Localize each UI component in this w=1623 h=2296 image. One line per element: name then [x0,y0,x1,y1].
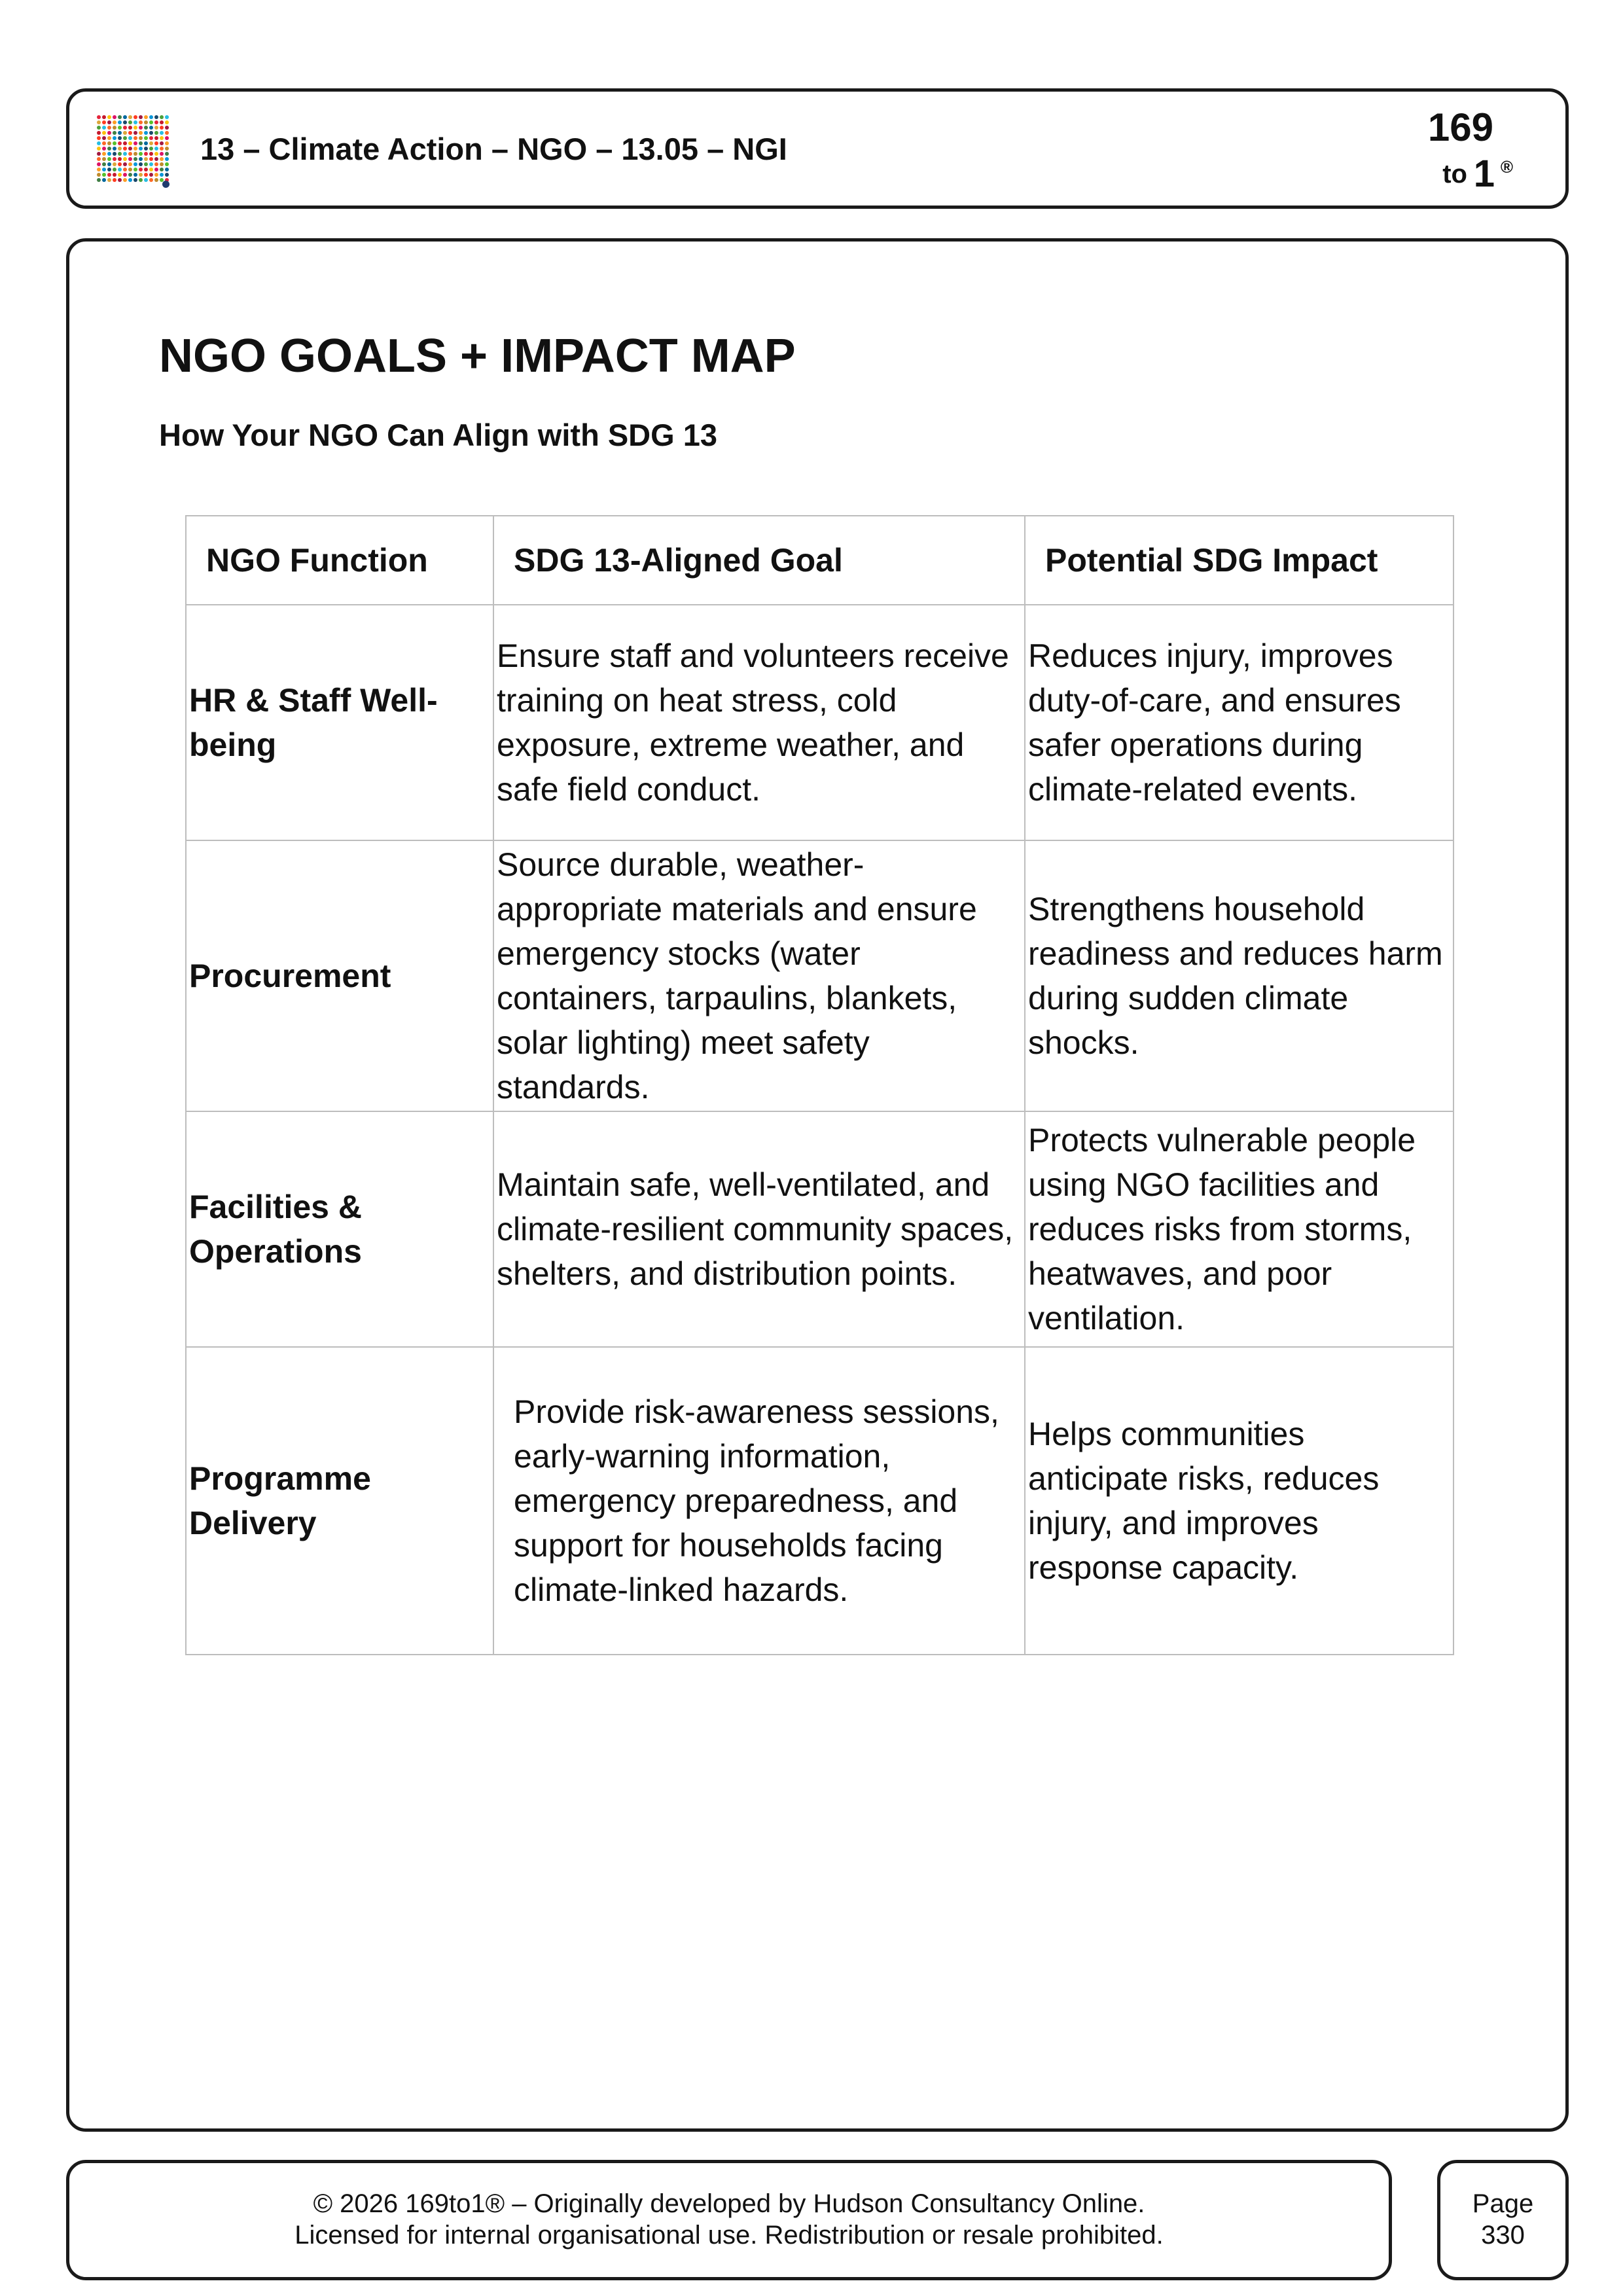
logo-dot [128,168,132,171]
page-title: NGO GOALS + IMPACT MAP [159,330,796,382]
logo-dot [102,115,106,119]
logo-dot [97,168,101,171]
logo-dot [165,152,169,156]
logo-dot [160,115,164,119]
logo-icon [97,115,172,188]
logo-dot [123,147,127,151]
logo-dot [97,115,101,119]
logo-dot [160,120,164,124]
table-row [186,1111,1454,1347]
logo-dot [107,115,111,119]
logo-dot [139,141,143,145]
logo-dot [149,131,153,135]
logo-dot [165,157,169,161]
logo-dot [154,120,158,124]
logo-dot [134,152,137,156]
logo-dot [107,178,111,182]
footer-bar [66,2160,1392,2280]
logo-dot [149,157,153,161]
logo-dot [134,147,137,151]
column-header-function: NGO Function [186,516,493,605]
logo-dot [144,126,148,130]
logo-dot [139,115,143,119]
logo-dot [118,162,122,166]
footer-line-1: © 2026 169to1® – Originally developed by Hudson Consultancy Online. [313,2189,1145,2218]
logo-dot [97,126,101,130]
logo-dot [113,157,116,161]
logo-dot [113,152,116,156]
logo-dot [107,126,111,130]
logo-dot [128,157,132,161]
logo-dot [139,126,143,130]
goal-cell: Ensure staff and volunteers receive training on heat stress, cold exposure, extreme weather, and safe field conduct. [493,605,1025,840]
logo-dot [107,168,111,171]
impact-cell: Strengthens household readiness and reduces harm during sudden climate shocks. [1025,840,1454,1111]
logo-dot [107,141,111,145]
logo-dot [128,136,132,140]
logo-dot [113,120,116,124]
logo-dot [118,178,122,182]
logo-dot [154,168,158,171]
logo-dot [144,168,148,171]
logo-dot [123,126,127,130]
logo-dot [144,162,148,166]
logo-dot [160,126,164,130]
logo-dot [134,141,137,145]
logo-dot [154,147,158,151]
logo-dot [165,115,169,119]
logo-dot [97,141,101,145]
column-header-impact: Potential SDG Impact [1025,516,1454,605]
logo-dot [144,178,148,182]
logo-dot [128,173,132,177]
logo-dot [97,178,101,182]
logo-dot [149,141,153,145]
logo-dot [107,120,111,124]
header-bar [66,88,1569,209]
footer-line-2: Licensed for internal organisational use. Redistribution or resale prohibited. [294,2221,1164,2250]
logo-dot [123,120,127,124]
logo-dot [144,120,148,124]
logo-dot [123,131,127,135]
logo-dot [165,126,169,130]
logo-dot [118,115,122,119]
function-cell: Facilities & Operations [186,1111,493,1347]
logo-dot [113,115,116,119]
page-label: Page [1472,2189,1534,2218]
logo-dot [123,115,127,119]
logo-dot [113,131,116,135]
logo-dot [107,173,111,177]
logo-dot [165,141,169,145]
logo-dot [160,168,164,171]
logo-dot [154,173,158,177]
logo-dot [154,141,158,145]
table-header-row [186,516,1454,605]
logo-dot [144,115,148,119]
logo-dot [97,162,101,166]
logo-dot [139,157,143,161]
brand-one: 1 [1473,152,1495,195]
impact-cell: Reduces injury, improves duty-of-care, and ensures safer operations during climate-related events. [1025,605,1454,840]
logo-dot [97,136,101,140]
logo-dot [134,115,137,119]
logo-dot [149,126,153,130]
logo-dot [134,178,137,182]
logo-dot [154,178,158,182]
logo-dot [102,147,106,151]
logo-dot [118,152,122,156]
logo-dot [149,120,153,124]
logo-dot [160,157,164,161]
logo-dot [139,162,143,166]
logo-dot [160,136,164,140]
logo-dot [160,131,164,135]
logo-dot [118,131,122,135]
function-cell: Procurement [186,840,493,1111]
logo-dot [107,162,111,166]
logo-dot [154,126,158,130]
logo-dot [123,178,127,182]
logo-dot [149,173,153,177]
logo-dot [139,168,143,171]
logo-dot [128,120,132,124]
brand-number: 169 [1427,105,1493,149]
logo-dot [134,173,137,177]
logo-dot [102,157,106,161]
logo-dot [165,120,169,124]
logo-dot [113,147,116,151]
logo-dot [128,115,132,119]
logo-dot [123,136,127,140]
logo-dot [128,131,132,135]
logo-dot [123,162,127,166]
logo-dot [123,141,127,145]
table-row [186,840,1454,1111]
logo-dot [165,162,169,166]
logo-dot [149,147,153,151]
logo-dot [149,136,153,140]
logo-dot [107,152,111,156]
logo-dot [160,152,164,156]
logo-dot [97,131,101,135]
logo-dot [165,168,169,171]
logo-dot [113,141,116,145]
logo-dot [144,152,148,156]
logo-dot [97,157,101,161]
logo-dot [134,120,137,124]
logo-dot [154,162,158,166]
logo-dot [139,152,143,156]
footer-copyright [69,2188,1389,2251]
logo-dot [144,173,148,177]
logo-dot [154,152,158,156]
logo-dot [149,168,153,171]
logo-dot [113,173,116,177]
logo-dot [102,152,106,156]
brand-to: to [1442,160,1467,188]
goal-cell: Maintain safe, well-ventilated, and climate-resilient community spaces, shelters, and distribution points. [493,1111,1025,1347]
table-row [186,1347,1454,1655]
logo-dot [128,126,132,130]
logo-dot [123,157,127,161]
logo-dot [107,131,111,135]
goal-cell: Provide risk-awareness sessions, early-warning information, emergency preparedness, and support for households facing climate-linked hazards. [493,1347,1025,1655]
logo-dot [102,173,106,177]
logo-dot [107,136,111,140]
logo-dot [149,178,153,182]
impact-table [185,515,1454,1655]
logo-dot [144,131,148,135]
logo-dot [107,157,111,161]
logo-dot [154,157,158,161]
logo-dot [144,136,148,140]
logo-dot [97,152,101,156]
logo-dot [165,131,169,135]
logo-dot [149,162,153,166]
logo-dot [118,126,122,130]
logo-dot [134,136,137,140]
column-header-goal: SDG 13-Aligned Goal [493,516,1025,605]
logo-dot [118,120,122,124]
logo-dot [134,162,137,166]
logo-dot [128,141,132,145]
impact-cell: Helps communities anticipate risks, reduces injury, and improves response capacity. [1025,1347,1454,1655]
logo-dot [139,120,143,124]
main-content [66,238,1569,2132]
logo-dot [113,126,116,130]
logo-dot [160,147,164,151]
logo-dot [160,162,164,166]
logo-dot [97,147,101,151]
logo-dot [165,173,169,177]
brand-logo [1395,97,1513,208]
logo-dot [154,131,158,135]
function-cell: Programme Delivery [186,1347,493,1655]
logo-dot [118,147,122,151]
logo-dot [102,178,106,182]
page-subtitle: How Your NGO Can Align with SDG 13 [159,418,718,452]
logo-dot [139,147,143,151]
logo-dot [113,136,116,140]
logo-dot [97,173,101,177]
logo-dot [134,168,137,171]
logo-dot [144,141,148,145]
brand-registered-mark: ® [1500,157,1513,177]
logo-dot [154,136,158,140]
logo-dot [118,136,122,140]
logo-dot [118,173,122,177]
logo-dot [128,147,132,151]
logo-dot [165,147,169,151]
logo-dot [107,147,111,151]
logo-dot [139,178,143,182]
logo-dot [123,173,127,177]
logo-dot [128,152,132,156]
logo-dot [113,162,116,166]
logo-dot [134,157,137,161]
logo-dot [134,131,137,135]
logo-dot [102,168,106,171]
logo-dot [165,136,169,140]
logo-dot [128,178,132,182]
logo-dot [102,162,106,166]
page-number-box [1437,2160,1569,2280]
logo-dot [149,152,153,156]
logo-dot [118,168,122,171]
logo-dot [123,168,127,171]
logo-dot [102,120,106,124]
header-title: 13 – Climate Action – NGO – 13.05 – NGI [200,132,787,166]
goal-cell: Source durable, weather-appropriate materials and ensure emergency stocks (water containers, tarpaulins, blankets, solar lighting) meet safety standards. [493,840,1025,1111]
logo-dot [139,131,143,135]
function-cell: HR & Staff Well-being [186,605,493,840]
logo-dot [144,147,148,151]
table-row [186,605,1454,840]
logo-dot [102,126,106,130]
logo-dot [113,168,116,171]
logo-dot [102,141,106,145]
logo-dot [118,157,122,161]
logo-dot [134,126,137,130]
logo-dot [139,136,143,140]
logo-dot [149,115,153,119]
impact-cell: Protects vulnerable people using NGO facilities and reduces risks from storms, heatwaves, and poor ventilation. [1025,1111,1454,1347]
logo-dot [102,131,106,135]
logo-dot [97,120,101,124]
logo-dot [118,141,122,145]
logo-dot [160,173,164,177]
logo-dot [102,136,106,140]
logo-dot [113,178,116,182]
logo-dot [139,173,143,177]
page-number: 330 [1481,2221,1525,2250]
logo-dot [123,152,127,156]
logo-dot [128,162,132,166]
logo-dot [154,115,158,119]
logo-dot [144,157,148,161]
logo-dot [160,141,164,145]
